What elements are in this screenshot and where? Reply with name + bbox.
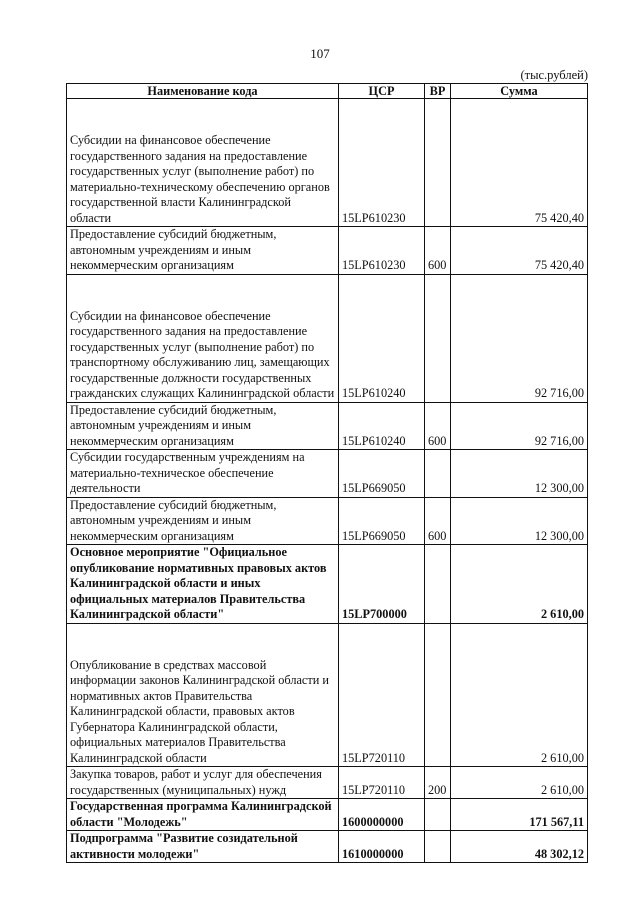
row-name: Основное мероприятие "Официальное опубликование нормативных правовых актов Калининградской области и иных официальных материалов Правительства Калининградской области" — [67, 545, 339, 624]
units-label: (тыс.рублей) — [520, 68, 588, 82]
page-number: 107 — [310, 46, 330, 61]
table-row — [67, 623, 588, 767]
row-sum: 12 300,00 — [451, 497, 588, 545]
row-csr: 1610000000 — [339, 831, 425, 863]
table-row — [67, 767, 588, 799]
row-name: Субсидии государственным учреждениям на материально-техническое обеспечение деятельности — [67, 450, 339, 498]
row-csr: 15LP610230 — [339, 227, 425, 275]
row-sum: 2 610,00 — [451, 767, 588, 799]
table-row — [67, 497, 588, 545]
row-csr: 1600000000 — [339, 799, 425, 831]
table-row — [67, 831, 588, 863]
row-name: Предоставление субсидий бюджетным, автономным учреждениям и иным некоммерческим организациям — [67, 402, 339, 450]
row-sum: 2 610,00 — [451, 545, 588, 624]
row-name: Государственная программа Калининградской области "Молодежь" — [67, 799, 339, 831]
row-name: Опубликование в средствах массовой информации законов Калининградской области и нормативных актов Правительства Калининградской области, правовых актов Губернатора Калининградской области, официальных материалов Правительства Калининградской области — [67, 623, 339, 767]
table-row — [67, 450, 588, 498]
row-vr — [425, 831, 451, 863]
row-vr: 600 — [425, 227, 451, 275]
row-csr: 15LP610230 — [339, 99, 425, 227]
row-name: Субсидии на финансовое обеспечение государственного задания на предоставление государственных услуг (выполнение работ) по транспортному обслуживанию лиц, замещающих государственные должности государственных гражданских служащих Калининградской области — [67, 274, 339, 402]
row-sum: 75 420,40 — [451, 227, 588, 275]
row-vr: 600 — [425, 402, 451, 450]
row-vr — [425, 274, 451, 402]
row-name: Закупка товаров, работ и услуг для обеспечения государственных (муниципальных) нужд — [67, 767, 339, 799]
row-vr: 200 — [425, 767, 451, 799]
row-sum: 92 716,00 — [451, 274, 588, 402]
table-row — [67, 99, 588, 227]
row-csr: 15LP720110 — [339, 623, 425, 767]
row-name: Предоставление субсидий бюджетным, автономным учреждениям и иным некоммерческим организациям — [67, 227, 339, 275]
row-sum: 2 610,00 — [451, 623, 588, 767]
table-row — [67, 227, 588, 275]
row-vr — [425, 545, 451, 624]
header-csr: ЦСР — [339, 84, 425, 99]
row-sum: 92 716,00 — [451, 402, 588, 450]
row-name: Субсидии на финансовое обеспечение государственного задания на предоставление государственных услуг (выполнение работ) по материально-техническому обеспечению органов государственной власти Калининградской области — [67, 99, 339, 227]
row-vr — [425, 99, 451, 227]
row-csr: 15LP669050 — [339, 450, 425, 498]
row-csr: 15LP700000 — [339, 545, 425, 624]
row-vr — [425, 799, 451, 831]
row-sum: 48 302,12 — [451, 831, 588, 863]
table-header-row — [67, 84, 588, 99]
row-sum: 171 567,11 — [451, 799, 588, 831]
header-sum: Сумма — [451, 84, 588, 99]
row-csr: 15LP669050 — [339, 497, 425, 545]
table-row — [67, 545, 588, 624]
row-sum: 12 300,00 — [451, 450, 588, 498]
header-vr: ВР — [425, 84, 451, 99]
row-vr: 600 — [425, 497, 451, 545]
table-row — [67, 799, 588, 831]
table-row — [67, 402, 588, 450]
row-csr: 15LP610240 — [339, 274, 425, 402]
row-csr: 15LP720110 — [339, 767, 425, 799]
row-csr: 15LP610240 — [339, 402, 425, 450]
header-name: Наименование кода — [67, 84, 339, 99]
row-sum: 75 420,40 — [451, 99, 588, 227]
row-vr — [425, 623, 451, 767]
table-row — [67, 274, 588, 402]
row-name: Подпрограмма "Развитие созидательной активности молодежи" — [67, 831, 339, 863]
budget-table — [66, 83, 588, 863]
row-name: Предоставление субсидий бюджетным, автономным учреждениям и иным некоммерческим организациям — [67, 497, 339, 545]
row-vr — [425, 450, 451, 498]
